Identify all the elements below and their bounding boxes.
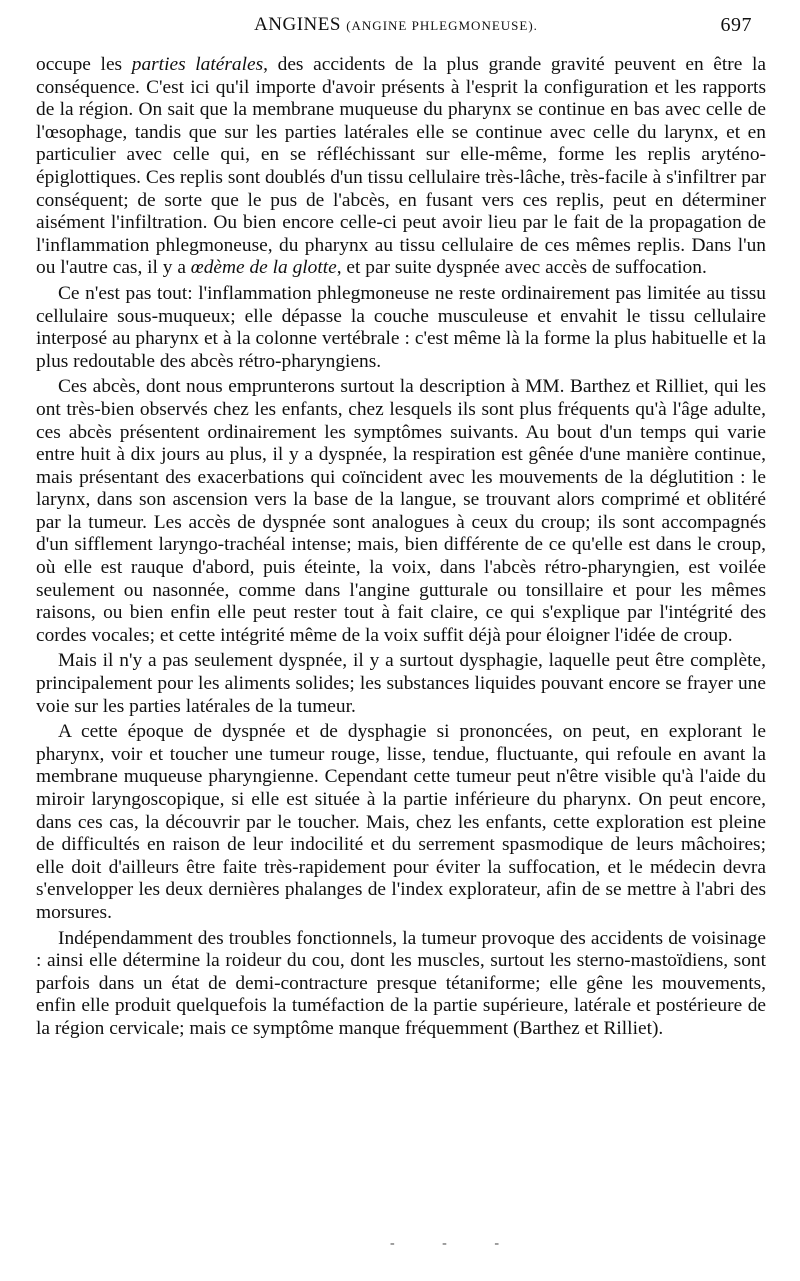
running-title (40, 14, 752, 36)
paragraph-1-italic-a: parties latérales (131, 54, 264, 75)
paragraph-1-text-a: occupe les (36, 54, 132, 75)
body-text (36, 54, 766, 1044)
paragraph-1-text-b: , des accidents de la plus grande gravité peuvent en être la conséquence. C'est ici qu'il importe d'avoir présents à l'esprit la configuration et les rapports de la région. On sait que la membrane muqueuse du pharynx se continue en bas avec celle de l'œsophage, tandis que sur les parties latérales elle se continue avec celle du larynx, et en particulier avec celle qui, en se réfléchissant sur elle-même, forme les replis aryténo-épiglottiques. Ces replis sont doublés d'un tissu cellulaire très-lâche, très-facile à s'infiltrer par conséquent; de sorte que le pus de l'abcès, en fusant vers ces replis, peut en déterminer aisément l'infiltration. Ou bien encore celle-ci peut avoir lieu par le fait de la propagation de l'inflammation phlegmoneuse, du pharynx au tissu cellulaire de ces mêmes replis. Dans l'un ou l'autre cas, il y a (36, 54, 767, 279)
paragraph-5: A cette époque de dyspnée et de dysphagie si prononcées, on peut, en explorant le pharynx, voir et toucher une tumeur rouge, lisse, tendue, fluctuante, qui refoule en avant la membrane muqueuse pharyngienne. Cependant cette tumeur peut n'être visible qu'à l'aide du miroir laryngoscopique, si elle est située à la partie inférieure du pharynx. On peut encore, dans ces cas, la découvrir par le toucher. Mais, chez les enfants, cette exploration est pleine de difficultés en raison de leur indocilité et du serrement spasmodique de leurs mâchoires; elle doit d'ailleurs être faite très-rapidement pour éviter la suffocation, et le médecin devra s'envelopper les deux dernières phalanges de l'index explorateur, afin de se mettre à l'abri des morsures. (36, 721, 766, 923)
running-title-main: ANGINES (254, 14, 341, 35)
footer-marks: - - - (390, 1236, 521, 1251)
running-header (40, 14, 752, 42)
paragraph-1-text-c: , et par suite dyspnée avec accès de suffocation. (336, 257, 707, 279)
paragraph-4: Mais il n'y a pas seulement dyspnée, il y a surtout dysphagie, laquelle peut être complète, principalement pour les aliments solides; les substances liquides pouvant encore se frayer une voie sur les parties latérales de la tumeur. (36, 650, 766, 717)
paragraph-2: Ce n'est pas tout: l'inflammation phlegmoneuse ne reste ordinairement pas limitée au tissu cellulaire sous-muqueux; elle dépasse la couche musculeuse et envahit le tissu cellulaire interposé au pharynx et à la colonne vertébrale : c'est même là la forme la plus habituelle et la plus redoutable des abcès rétro-pharyngiens. (36, 282, 766, 372)
paragraph-1 (36, 54, 766, 280)
page-number: 697 (720, 14, 752, 36)
paragraph-3: Ces abcès, dont nous emprunterons surtout la description à MM. Barthez et Rilliet, qui les ont très-bien observés chez les enfants, chez lesquels ils sont plus fréquents qu'à l'âge adulte, ces abcès présentent ordinairement les symptômes suivants. Au bout d'un temps qui varie entre huit à dix jours au plus, il y a dyspnée, la respiration est gênée d'une manière continue, mais présentant des exacerbations qui coïncident avec les mouvements de la déglutition : le larynx, dans son ascension vers la base de la langue, se trouvant alors comprimé et oblitéré par la tumeur. Les accès de dyspnée sont analogues à ceux du croup; ils sont accompagnés d'un sifflement laryngo-trachéal intense; mais, bien différente de ce qu'elle est dans le croup, où elle est rauque d'abord, puis éteinte, la voix, dans l'abcès rétro-pharyngien, est voilée seulement ou nasonnée, comme dans l'angine gutturale ou tonsillaire et pour les mêmes raisons, ou bien enfin elle peut rester tout à fait claire, ce qui s'explique par l'intégrité des cordes vocales; et cette intégrité même de la voix suffit déjà pour éloigner l'idée de croup. (36, 376, 766, 646)
running-title-sub: (ANGINE PHLEGMONEUSE). (346, 18, 538, 33)
paragraph-1-italic-b: œdème de la glotte (190, 257, 337, 279)
paragraph-6: Indépendamment des troubles fonctionnels, la tumeur provoque des accidents de voisinage : ainsi elle détermine la roideur du cou, dont les muscles, surtout les sterno-mastoïdiens, sont parfois dans un état de demi-contracture presque tétaniforme; elle gêne les mouvements, enfin elle produit quelquefois la tuméfaction de la partie supérieure, latérale et postérieure de la région cervicale; mais ce symptôme manque fréquemment (Barthez et Rilliet). (36, 927, 766, 1039)
